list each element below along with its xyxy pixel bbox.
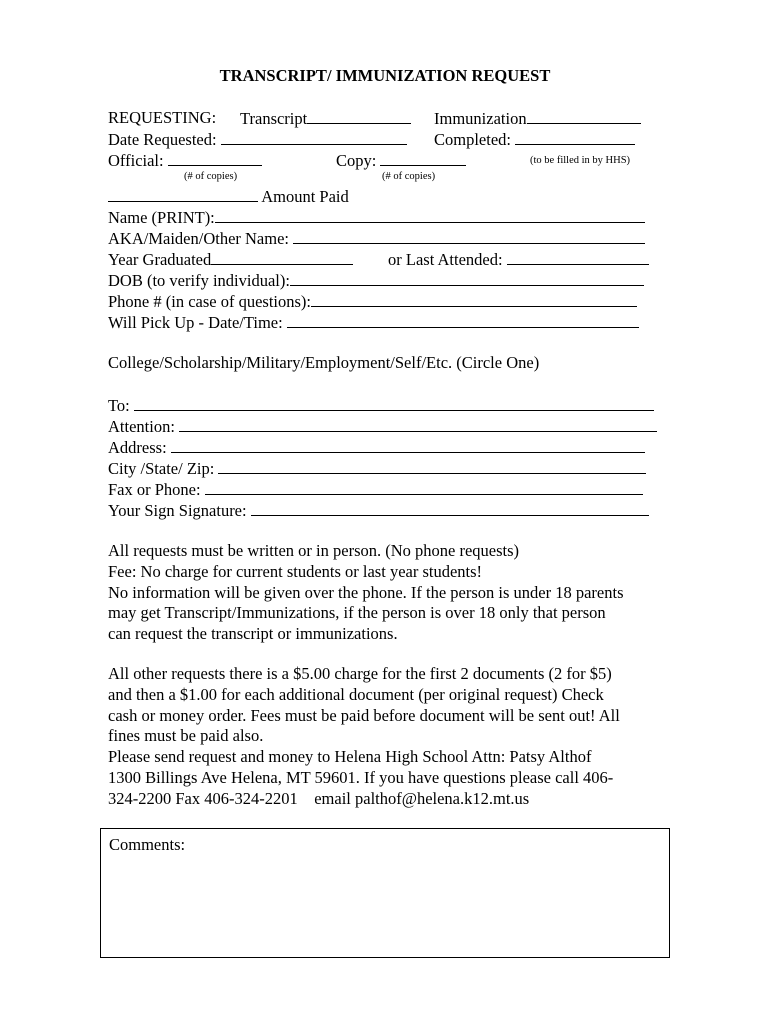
to-line[interactable] bbox=[134, 395, 654, 411]
address-line[interactable] bbox=[171, 437, 645, 453]
year-graduated-line[interactable] bbox=[211, 249, 353, 265]
hhs-note: (to be filled in by HHS) bbox=[530, 155, 631, 166]
comments-box[interactable] bbox=[100, 828, 670, 958]
signature-field[interactable] bbox=[108, 500, 649, 521]
phone-field[interactable] bbox=[108, 291, 637, 312]
signature-line[interactable] bbox=[251, 500, 649, 516]
fees-line: 1300 Billings Ave Helena, MT 59601. If you have questions please call 406- bbox=[108, 767, 614, 787]
name-label: Name (PRINT): bbox=[108, 208, 215, 227]
amount-paid-label: Amount Paid bbox=[261, 187, 349, 206]
attention-field[interactable] bbox=[108, 416, 657, 437]
copy-line[interactable] bbox=[380, 150, 466, 166]
comments-label: Comments: bbox=[109, 835, 186, 854]
amount-paid-field[interactable] bbox=[108, 186, 349, 207]
fees-line: and then a $1.00 for each additional document (per original request) Check bbox=[108, 684, 604, 704]
pickup-field[interactable] bbox=[108, 312, 639, 333]
city-line[interactable] bbox=[218, 458, 646, 474]
immunization-line[interactable] bbox=[527, 108, 641, 124]
address-field[interactable] bbox=[108, 437, 645, 458]
phone-label: Phone # (in case of questions): bbox=[108, 292, 312, 311]
year-graduated-label: Year Graduated bbox=[108, 250, 212, 269]
transcript-label: Transcript bbox=[240, 109, 308, 128]
date-requested-field[interactable] bbox=[108, 129, 407, 150]
fees-paragraph bbox=[108, 664, 668, 810]
policy-line: can request the transcript or immunizations. bbox=[108, 624, 398, 644]
aka-line[interactable] bbox=[293, 228, 645, 244]
policy-line: All requests must be written or in person. (No phone requests) bbox=[108, 541, 520, 560]
phone-line[interactable] bbox=[311, 291, 637, 307]
name-field[interactable] bbox=[108, 207, 645, 228]
date-requested-label: Date Requested: bbox=[108, 130, 217, 149]
completed-label: Completed: bbox=[434, 130, 511, 149]
page-title: TRANSCRIPT/ IMMUNIZATION REQUEST bbox=[219, 66, 551, 85]
purpose-options[interactable]: College/Scholarship/Military/Employment/Self/Etc. (Circle One) bbox=[108, 353, 540, 372]
official-field[interactable] bbox=[108, 150, 262, 171]
dob-label: DOB (to verify individual): bbox=[108, 271, 290, 290]
attention-line[interactable] bbox=[179, 416, 657, 432]
fees-line: All other requests there is a $5.00 charge for the first 2 documents (2 for $5) bbox=[108, 664, 612, 683]
completed-field[interactable] bbox=[434, 129, 635, 150]
name-line[interactable] bbox=[215, 207, 645, 223]
fax-field[interactable] bbox=[108, 479, 643, 500]
official-label: Official: bbox=[108, 151, 164, 170]
dob-line[interactable] bbox=[290, 270, 644, 286]
transcript-field[interactable] bbox=[240, 108, 411, 129]
copies-hint-copy: (# of copies) bbox=[382, 171, 436, 182]
aka-label: AKA/Maiden/Other Name: bbox=[108, 229, 289, 248]
official-line[interactable] bbox=[168, 150, 262, 166]
amount-paid-line[interactable] bbox=[108, 186, 258, 202]
policy-line: No information will be given over the phone. If the person is under 18 parents bbox=[108, 582, 624, 602]
fax-line[interactable] bbox=[205, 479, 643, 495]
address-label: Address: bbox=[108, 438, 167, 457]
signature-label: Your Sign Signature: bbox=[108, 501, 247, 520]
last-attended-label: or Last Attended: bbox=[388, 250, 503, 269]
completed-line[interactable] bbox=[515, 129, 635, 145]
last-attended-field[interactable] bbox=[388, 249, 649, 270]
policy-line: Fee: No charge for current students or last year students! bbox=[108, 561, 483, 581]
fees-line: cash or money order. Fees must be paid before document will be sent out! All bbox=[108, 705, 620, 725]
requesting-label: REQUESTING: bbox=[108, 108, 217, 127]
city-field[interactable] bbox=[108, 458, 646, 479]
fees-line: Please send request and money to Helena High School Attn: Patsy Althof bbox=[108, 747, 592, 767]
pickup-line[interactable] bbox=[287, 312, 639, 328]
policy-paragraph bbox=[108, 541, 668, 645]
immunization-field[interactable] bbox=[434, 108, 641, 129]
city-label: City /State/ Zip: bbox=[108, 459, 215, 478]
attention-label: Attention: bbox=[108, 417, 175, 436]
immunization-label: Immunization bbox=[434, 109, 527, 128]
copy-label: Copy: bbox=[336, 151, 377, 170]
to-label: To: bbox=[108, 396, 130, 415]
policy-line: may get Transcript/Immunizations, if the person is over 18 only that person bbox=[108, 603, 606, 623]
aka-field[interactable] bbox=[108, 228, 645, 249]
year-graduated-field[interactable] bbox=[108, 249, 353, 270]
pickup-label: Will Pick Up - Date/Time: bbox=[108, 313, 283, 332]
requesting-row bbox=[108, 108, 216, 128]
last-attended-line[interactable] bbox=[507, 249, 649, 265]
fax-label: Fax or Phone: bbox=[108, 480, 201, 499]
transcript-line[interactable] bbox=[307, 108, 411, 124]
date-requested-line[interactable] bbox=[221, 129, 407, 145]
fees-line: fines must be paid also. bbox=[108, 726, 264, 746]
copy-field[interactable] bbox=[336, 150, 466, 171]
copies-hint-official: (# of copies) bbox=[184, 171, 238, 182]
to-field[interactable] bbox=[108, 395, 654, 416]
fees-line: 324-2200 Fax 406-324-2201 email palthof@helena.k12.mt.us bbox=[108, 788, 530, 808]
dob-field[interactable] bbox=[108, 270, 644, 291]
